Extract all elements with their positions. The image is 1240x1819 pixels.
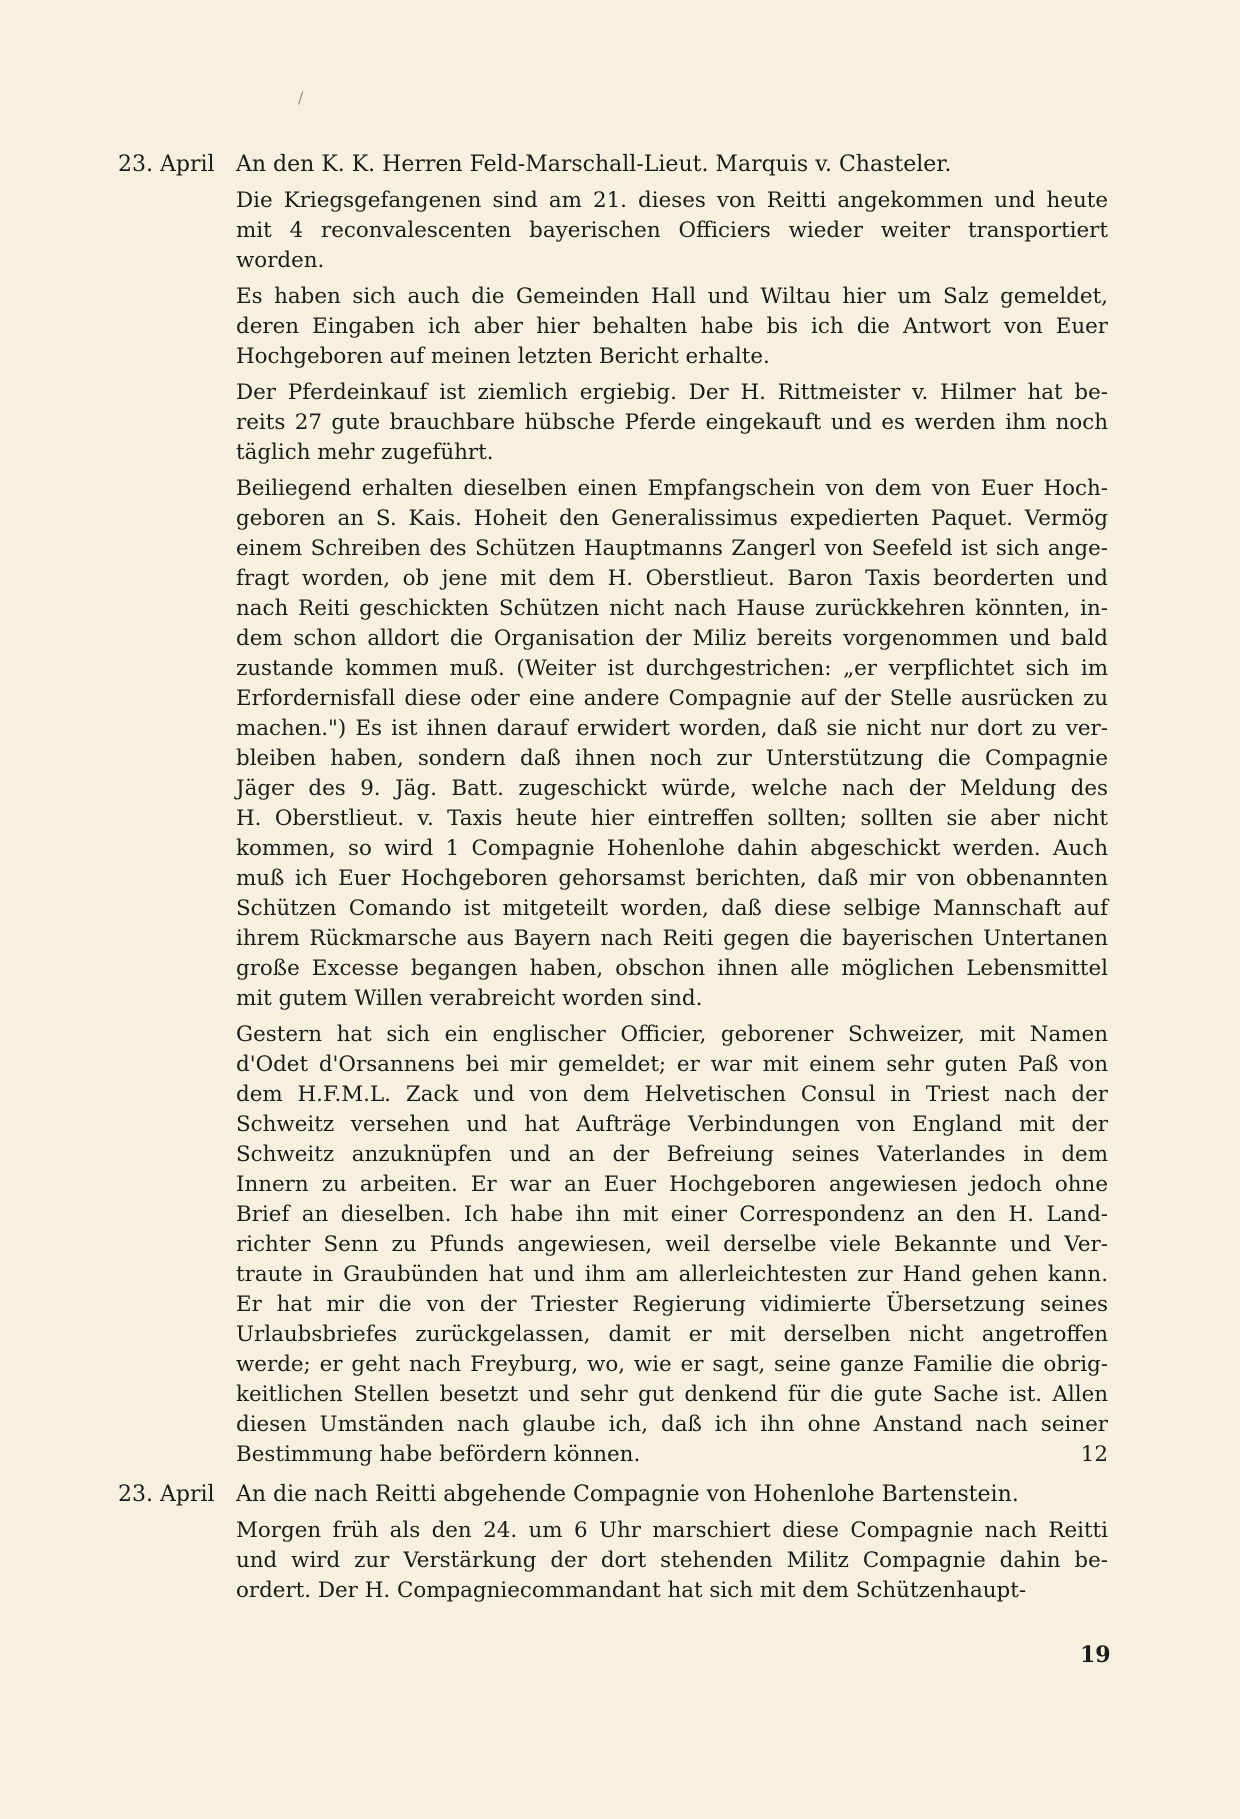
text-line: Der Pferdeinkauf ist ziemlich ergiebig. Der H. Rittmeister v. Hilmer hat be-	[236, 380, 1108, 405]
entry-body	[236, 1480, 1108, 1612]
text-line: fragt worden, ob jene mit dem H. Oberstlieut. Baron Taxis beorderten und	[236, 566, 1108, 591]
stray-mark: /	[298, 88, 304, 107]
text-line: mit gutem Willen verabreicht worden sind.	[236, 986, 703, 1011]
text-line: kommen, so wird 1 Compagnie Hohenlohe dahin abgeschickt werden. Auch	[236, 836, 1108, 861]
entry-number: 12	[1080, 1442, 1108, 1467]
text-line: keitlichen Stellen besetzt und sehr gut denkend für die gute Sache ist. Allen	[236, 1382, 1108, 1407]
text-line: deren Eingaben ich aber hier behalten habe bis ich die Antwort von Euer	[236, 314, 1108, 339]
text-line: worden.	[236, 248, 325, 273]
text-line: muß ich Euer Hochgeboren gehorsamst berichten, daß mir von obbenannten	[236, 866, 1108, 891]
text-line: nach Reiti geschickten Schützen nicht nach Hause zurückkehren könnten, in-	[236, 596, 1108, 621]
text-line: Schweitz versehen und hat Aufträge Verbindungen von England mit der	[236, 1112, 1108, 1137]
entry-heading: An den K. K. Herren Feld-Marschall-Lieut. Marquis v. Chasteler.	[236, 152, 952, 177]
text-line: Er hat mir die von der Triester Regierung vidimierte Übersetzung seines	[236, 1292, 1108, 1317]
text-line: Hochgeboren auf meinen letzten Bericht erhalte.	[236, 344, 770, 369]
text-line: Brief an dieselben. Ich habe ihn mit einer Correspondenz an den H. Land-	[236, 1202, 1108, 1227]
text-line: richter Senn zu Pfunds angewiesen, weil derselbe viele Bekannte und Ver-	[236, 1232, 1108, 1257]
text-line: Urlaubsbriefes zurückgelassen, damit er mit derselben nicht angetroffen	[236, 1322, 1108, 1347]
text-line: Beiliegend erhalten dieselben einen Empfangschein von dem von Euer Hoch-	[236, 476, 1108, 501]
text-line: Es haben sich auch die Gemeinden Hall und Wiltau hier um Salz gemeldet,	[236, 284, 1108, 309]
text-line: diesen Umständen nach glaube ich, daß ich ihn ohne Anstand nach seiner	[236, 1412, 1108, 1437]
entry-heading: An die nach Reitti abgehende Compagnie von Hohenlohe Bartenstein.	[236, 1482, 1019, 1507]
text-line: Schweitz anzuknüpfen und an der Befreiung seines Vaterlandes in dem	[236, 1142, 1108, 1167]
text-line: werde; er geht nach Freyburg, wo, wie er sagt, seine ganze Familie die obrig-	[236, 1352, 1108, 1377]
text-line: große Excesse begangen haben, obschon ihnen alle möglichen Lebensmittel	[236, 956, 1108, 981]
entry-date: 23. April	[118, 152, 215, 177]
text-line: Die Kriegsgefangenen sind am 21. dieses von Reitti angekommen und heute	[236, 188, 1108, 213]
paragraph	[236, 186, 1108, 276]
paragraph	[236, 1516, 1108, 1606]
paragraph	[236, 474, 1108, 1014]
text-line: reits 27 gute brauchbare hübsche Pferde eingekauft und es werden ihm noch	[236, 410, 1108, 435]
page-number: 19	[1080, 1642, 1111, 1668]
text-line: dem schon alldort die Organisation der Miliz bereits vorgenommen und bald	[236, 626, 1108, 651]
text-line: traute in Graubünden hat und ihm am allerleichtesten zur Hand gehen kann.	[236, 1262, 1108, 1287]
entry-body	[236, 150, 1108, 1476]
paragraph	[236, 282, 1108, 372]
text-line: ordert. Der H. Compagniecommandant hat sich mit dem Schützenhaupt-	[236, 1578, 1027, 1603]
text-line: mit 4 reconvalescenten bayerischen Officiers wieder weiter transportiert	[236, 218, 1108, 243]
text-line: und wird zur Verstärkung der dort stehenden Militz Compagnie dahin be-	[236, 1548, 1108, 1573]
text-line: d'Odet d'Orsannens bei mir gemeldet; er war mit einem sehr guten Paß von	[236, 1052, 1108, 1077]
text-line: Morgen früh als den 24. um 6 Uhr marschiert diese Compagnie nach Reitti	[236, 1518, 1108, 1543]
text-line: Jäger des 9. Jäg. Batt. zugeschickt würde, welche nach der Meldung des	[236, 776, 1108, 801]
text-line: machen.") Es ist ihnen darauf erwidert worden, daß sie nicht nur dort zu ver-	[236, 716, 1108, 741]
paragraph	[236, 378, 1108, 468]
text-line: Gestern hat sich ein englischer Officier, geborener Schweizer, mit Namen	[236, 1022, 1108, 1047]
entry-date: 23. April	[118, 1482, 215, 1507]
text-line: geboren an S. Kais. Hoheit den Generalissimus expedierten Paquet. Vermög	[236, 506, 1108, 531]
text-line: einem Schreiben des Schützen Hauptmanns Zangerl von Seefeld ist sich ange-	[236, 536, 1108, 561]
paragraph	[236, 1020, 1108, 1470]
text-line: Schützen Comando ist mitgeteilt worden, daß diese selbige Mannschaft auf	[236, 896, 1108, 921]
text-line: bleiben haben, sondern daß ihnen noch zur Unterstützung die Compagnie	[236, 746, 1108, 771]
text-line: Bestimmung habe befördern können. 12	[236, 1440, 1108, 1470]
text-line: Erfordernisfall diese oder eine andere Compagnie auf der Stelle ausrücken zu	[236, 686, 1108, 711]
text-line: ihrem Rückmarsche aus Bayern nach Reiti gegen die bayerischen Untertanen	[236, 926, 1108, 951]
text-line: zustande kommen muß. (Weiter ist durchgestrichen: „er verpflichtet sich im	[236, 656, 1108, 681]
text-line: dem H.F.M.L. Zack und von dem Helvetischen Consul in Triest nach der	[236, 1082, 1108, 1107]
text-line: Innern zu arbeiten. Er war an Euer Hochgeboren angewiesen jedoch ohne	[236, 1172, 1108, 1197]
text-line: täglich mehr zugeführt.	[236, 440, 494, 465]
text-line: H. Oberstlieut. v. Taxis heute hier eintreffen sollten; sollten sie aber nicht	[236, 806, 1108, 831]
